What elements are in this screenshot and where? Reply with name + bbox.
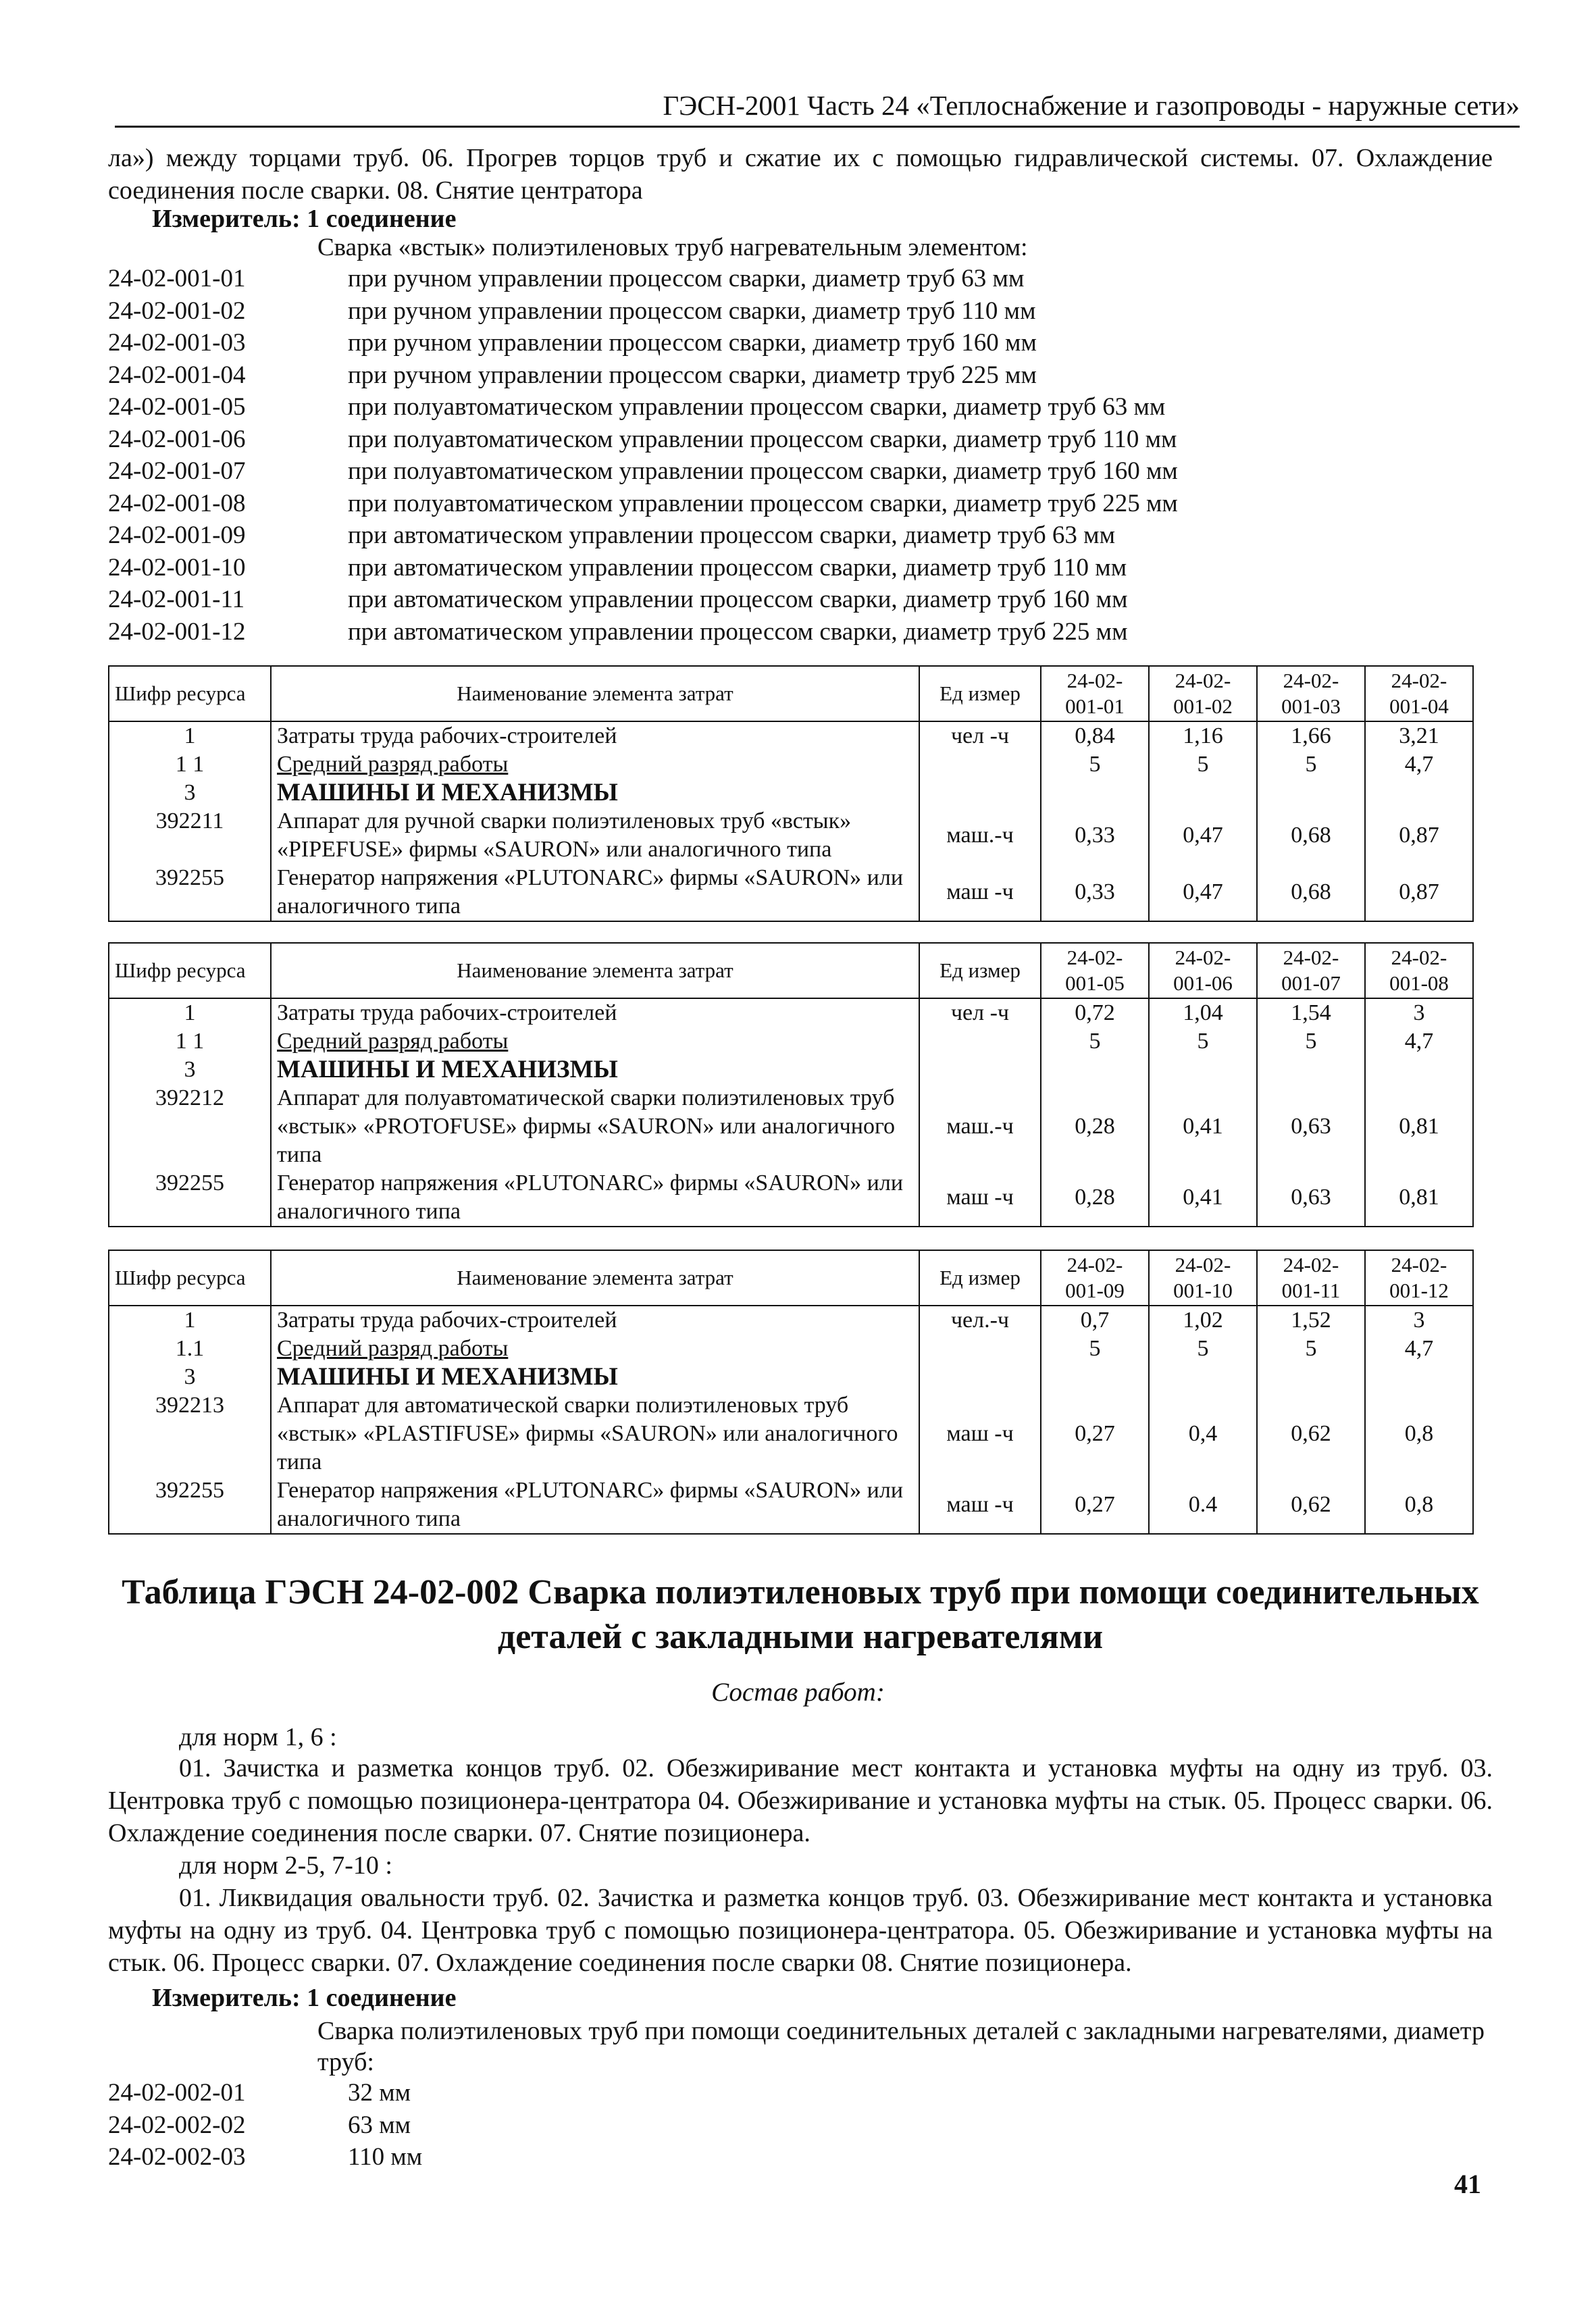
norm-value: 0,81 (1365, 1084, 1473, 1169)
resource-unit: маш -ч (919, 864, 1041, 921)
norm-code: 24-02-002-03 (108, 2143, 246, 2171)
resource-name: Генератор напряжения «PLUTONARC» фирмы «SAURON» или аналогичного типа (271, 864, 919, 921)
norm-code: 24-02-001-09 (108, 521, 246, 549)
resource-code: 1.1 (109, 1335, 271, 1363)
resource-code: 1 1 (109, 750, 271, 779)
header-code: Шифр ресурса (109, 666, 271, 721)
norm-value (1149, 1363, 1257, 1391)
measure-1 (152, 203, 456, 235)
header-name: Наименование элемента затрат (271, 943, 919, 998)
norm-value: 3 (1365, 1306, 1473, 1335)
table-row (109, 1084, 1473, 1169)
page-number: 41 (1454, 2169, 1481, 2199)
resource-unit: чел -ч (919, 721, 1041, 750)
norm-value: 1,52 (1257, 1306, 1365, 1335)
norm-code: 24-02-001-12 (108, 617, 246, 646)
norm-description: при автоматическом управлении процессом сварки, диаметр труб 63 мм (348, 521, 1115, 549)
norm-description: 63 мм (348, 2111, 411, 2139)
resource-name: Затраты труда рабочих-строителей (271, 1306, 919, 1335)
table-row (109, 1056, 1473, 1084)
resource-name: МАШИНЫ И МЕХАНИЗМЫ (271, 779, 919, 807)
resource-name: Генератор напряжения «PLUTONARC» фирмы «SAURON» или аналогичного типа (271, 1476, 919, 1534)
norm-item (108, 488, 1178, 520)
norm-item (108, 359, 1178, 392)
norm-item (108, 423, 1178, 456)
norms-list (108, 263, 1178, 648)
header-norm-column: 24-02- 001-12 (1365, 1250, 1473, 1306)
norm-value: 5 (1257, 750, 1365, 779)
norm-value: 0,33 (1041, 807, 1149, 864)
table-row (109, 998, 1473, 1027)
norm-code: 24-02-002-02 (108, 2111, 246, 2139)
measure-label: Измеритель: (152, 1984, 301, 2012)
work-group-2-label: для норм 2-5, 7-10 : (179, 1851, 392, 1880)
measure-label: Измеритель: (152, 205, 301, 233)
norm2-item (108, 2077, 422, 2109)
header-code: Шифр ресурса (109, 943, 271, 998)
resource-name: Генератор напряжения «PLUTONARC» фирмы «SAURON» или аналогичного типа (271, 1169, 919, 1227)
resource-code: 392213 (109, 1391, 271, 1476)
work-group-1-text (108, 1752, 1493, 1849)
norm-description: при полуавтоматическом управлении процессом сварки, диаметр труб 110 мм (348, 425, 1177, 453)
norm-value: 4,7 (1365, 1027, 1473, 1056)
norm-value: 1,66 (1257, 721, 1365, 750)
norm-code: 24-02-001-10 (108, 553, 246, 582)
resource-unit: маш -ч (919, 1169, 1041, 1227)
header-norm-column: 24-02- 001-08 (1365, 943, 1473, 998)
norm-value: 0,4 (1149, 1391, 1257, 1476)
measure-value: 1 соединение (307, 1984, 457, 2012)
measure-value: 1 соединение (307, 205, 457, 233)
norm-value: 1,04 (1149, 998, 1257, 1027)
norms2-list (108, 2077, 422, 2174)
norm-code: 24-02-001-11 (108, 586, 245, 613)
resource-name: Аппарат для автоматической сварки полиэтиленовых труб «встык» «PLASTIFUSE» фирмы «SAURON» или аналогичного типа (271, 1391, 919, 1476)
table-row (109, 1476, 1473, 1534)
norm-description: 32 мм (348, 2079, 411, 2107)
header-norm-column: 24-02- 001-01 (1041, 666, 1149, 721)
norm-description: при автоматическом управлении процессом сварки, диаметр труб 160 мм (348, 586, 1128, 613)
table-header-row (109, 1250, 1473, 1306)
norm-value: 0,28 (1041, 1084, 1149, 1169)
norm-value: 4,7 (1365, 750, 1473, 779)
resource-table-2 (108, 942, 1474, 1227)
norm-code: 24-02-001-05 (108, 393, 246, 421)
resource-unit: маш.-ч (919, 807, 1041, 864)
resource-code: 392255 (109, 1169, 271, 1227)
norm-value: 0,33 (1041, 864, 1149, 921)
norm-item (108, 295, 1178, 328)
table-row (109, 1306, 1473, 1335)
resource-name: МАШИНЫ И МЕХАНИЗМЫ (271, 1056, 919, 1084)
table-row (109, 1027, 1473, 1056)
norm-value: 0,41 (1149, 1169, 1257, 1227)
resource-unit: чел -ч (919, 998, 1041, 1027)
work-group-1-body: 01. Зачистка и разметка концов труб. 02. Обезжиривание мест контакта и установка муфты на одну из труб. 03. Центровка труб с помощью позиционера-центратора 04. Обезжиривание и установка муфты на стык. 05. Процесс сварки. 06. Охлаждение соединения после сварки. 07. Снятие позиционера. (108, 1754, 1493, 1847)
header-norm-column: 24-02- 001-06 (1149, 943, 1257, 998)
norm-code: 24-02-001-03 (108, 329, 246, 357)
resource-code: 3 (109, 1363, 271, 1391)
header-unit: Ед измер (919, 943, 1041, 998)
resource-code: 392255 (109, 864, 271, 921)
norm-value: 0,47 (1149, 807, 1257, 864)
norm-description: при автоматическом управлении процессом сварки, диаметр труб 225 мм (348, 617, 1128, 646)
resource-code: 1 (109, 998, 271, 1027)
norm-value: 5 (1041, 750, 1149, 779)
header-norm-column: 24-02- 001-03 (1257, 666, 1365, 721)
norm-value: 0,62 (1257, 1476, 1365, 1534)
norm-value: 0,7 (1041, 1306, 1149, 1335)
norm-description: при ручном управлении процессом сварки, диаметр труб 160 мм (348, 329, 1037, 357)
norm-code: 24-02-001-07 (108, 457, 246, 485)
norm-value: 3,21 (1365, 721, 1473, 750)
table-row (109, 807, 1473, 864)
table-row (109, 1335, 1473, 1363)
norm-description: при полуавтоматическом управлении процессом сварки, диаметр труб 63 мм (348, 393, 1166, 421)
table-row (109, 779, 1473, 807)
table-header-row (109, 666, 1473, 721)
norm-value: 0,84 (1041, 721, 1149, 750)
header-norm-column: 24-02- 001-11 (1257, 1250, 1365, 1306)
norm-value: 5 (1257, 1335, 1365, 1363)
resource-unit: маш -ч (919, 1476, 1041, 1534)
norm-value: 4,7 (1365, 1335, 1473, 1363)
resource-unit (919, 750, 1041, 779)
norm-description: при ручном управлении процессом сварки, диаметр труб 110 мм (348, 297, 1036, 325)
intro-text: ла») между торцами труб. 06. Прогрев торцов труб и сжатие их с помощью гидравлической системы. 07. Охлаждение соединения после сварки. 08. Снятие центратора (108, 144, 1493, 205)
norm-value (1041, 779, 1149, 807)
norm-code: 24-02-001-04 (108, 361, 246, 389)
norm-description: 110 мм (348, 2143, 423, 2171)
norm-description: при ручном управлении процессом сварки, диаметр труб 63 мм (348, 265, 1025, 292)
norms-intro: Сварка «встык» полиэтиленовых труб нагревательным элементом: (317, 234, 1028, 261)
norm-value (1149, 779, 1257, 807)
header-name: Наименование элемента затрат (271, 1250, 919, 1306)
norm-item (108, 552, 1178, 584)
header-code: Шифр ресурса (109, 1250, 271, 1306)
resource-name: Затраты труда рабочих-строителей (271, 998, 919, 1027)
norm-value: 0,28 (1041, 1169, 1149, 1227)
sostav-heading: Состав работ: (711, 1678, 885, 1707)
resource-name: Средний разряд работы (271, 1335, 919, 1363)
norm-value: 5 (1041, 1335, 1149, 1363)
table-row (109, 1169, 1473, 1227)
resource-name: МАШИНЫ И МЕХАНИЗМЫ (271, 1363, 919, 1391)
norm-value (1149, 1056, 1257, 1084)
resource-code: 392212 (109, 1084, 271, 1169)
norm-value: 5 (1257, 1027, 1365, 1056)
norm-value: 0,81 (1365, 1169, 1473, 1227)
header-name: Наименование элемента затрат (271, 666, 919, 721)
norm-item (108, 327, 1178, 359)
norm-value (1041, 1363, 1149, 1391)
resource-unit (919, 1056, 1041, 1084)
resource-unit (919, 779, 1041, 807)
norm-value: 0,68 (1257, 807, 1365, 864)
resource-name: Аппарат для полуавтоматической сварки полиэтиленовых труб «встык» «PROTOFUSE» фирмы «SAURON» или аналогичного типа (271, 1084, 919, 1169)
norm-value: 0,63 (1257, 1169, 1365, 1227)
resource-code: 1 1 (109, 1027, 271, 1056)
norm-value (1257, 1363, 1365, 1391)
resource-name: Средний разряд работы (271, 750, 919, 779)
norm2-item (108, 2141, 422, 2174)
norm-value: 0,8 (1365, 1476, 1473, 1534)
work-group-2-body: 01. Ликвидация овальности труб. 02. Зачистка и разметка концов труб. 03. Обезжиривание мест контакта и установка муфты на одну из труб. 04. Центровка труб с помощью позиционера-центратора. 05. Обезжиривание и установка муфты на стык. 06. Процесс сварки. 07. Охлаждение соединения после сварки 08. Снятие позиционера. (108, 1884, 1493, 1977)
header-norm-column: 24-02- 001-07 (1257, 943, 1365, 998)
table-row (109, 721, 1473, 750)
table-row (109, 1391, 1473, 1476)
norm-value: 0,87 (1365, 864, 1473, 921)
norm-value: 0.4 (1149, 1476, 1257, 1534)
norm-value: 0,62 (1257, 1391, 1365, 1476)
norm-value: 0,47 (1149, 864, 1257, 921)
resource-unit: маш -ч (919, 1391, 1041, 1476)
norm-value: 0,72 (1041, 998, 1149, 1027)
norm-value (1041, 1056, 1149, 1084)
norm2-item (108, 2109, 422, 2142)
norm-code: 24-02-002-01 (108, 2079, 246, 2107)
norm-value: 0,68 (1257, 864, 1365, 921)
header-unit: Ед измер (919, 666, 1041, 721)
norm-item (108, 519, 1178, 552)
header-norm-column: 24-02- 001-09 (1041, 1250, 1149, 1306)
resource-unit: чел.-ч (919, 1306, 1041, 1335)
header-norm-column: 24-02- 001-10 (1149, 1250, 1257, 1306)
norm-value: 0,41 (1149, 1084, 1257, 1169)
norm-description: при ручном управлении процессом сварки, диаметр труб 225 мм (348, 361, 1037, 389)
resource-table-3 (108, 1250, 1474, 1535)
measure-2 (152, 1982, 456, 2014)
norm-value: 0,27 (1041, 1476, 1149, 1534)
norm-code: 24-02-001-08 (108, 489, 246, 517)
work-group-2-text (108, 1882, 1493, 1979)
norm-value: 0,63 (1257, 1084, 1365, 1169)
norm-item (108, 455, 1178, 488)
resource-code: 3 (109, 1056, 271, 1084)
norm-value (1365, 1363, 1473, 1391)
resource-unit (919, 1363, 1041, 1391)
header-unit: Ед измер (919, 1250, 1041, 1306)
norm-value: 0,27 (1041, 1391, 1149, 1476)
norm-description: при полуавтоматическом управлении процессом сварки, диаметр труб 225 мм (348, 489, 1178, 517)
norm-code: 24-02-001-01 (108, 265, 246, 292)
resource-name: Средний разряд работы (271, 1027, 919, 1056)
header-norm-column: 24-02- 001-04 (1365, 666, 1473, 721)
norm-value: 1,16 (1149, 721, 1257, 750)
norm-value: 0,8 (1365, 1391, 1473, 1476)
resource-unit (919, 1027, 1041, 1056)
resource-unit (919, 1335, 1041, 1363)
norm-value: 5 (1149, 1335, 1257, 1363)
page-header: ГЭСН-2001 Часть 24 «Теплоснабжение и газопроводы - наружные сети» (115, 88, 1520, 128)
resource-name: Аппарат для ручной сварки полиэтиленовых труб «встык» «PIPEFUSE» фирмы «SAURON» или аналогичного типа (271, 807, 919, 864)
norm-value: 3 (1365, 998, 1473, 1027)
norm-item (108, 584, 1178, 616)
norm-code: 24-02-001-06 (108, 425, 246, 453)
resource-name: Затраты труда рабочих-строителей (271, 721, 919, 750)
resource-code: 3 (109, 779, 271, 807)
section-title: Таблица ГЭСН 24-02-002 Сварка полиэтиленовых труб при помощи соединительных деталей с закладными нагревателями (122, 1573, 1479, 1656)
norm-item (108, 616, 1178, 648)
norm-value (1365, 1056, 1473, 1084)
resource-code: 1 (109, 1306, 271, 1335)
resource-code: 392255 (109, 1476, 271, 1534)
work-group-1-label: для норм 1, 6 : (179, 1723, 337, 1751)
norm-value (1257, 1056, 1365, 1084)
table-row (109, 750, 1473, 779)
table-header-row (109, 943, 1473, 998)
norm-value: 1,54 (1257, 998, 1365, 1027)
norm-value: 5 (1041, 1027, 1149, 1056)
resource-unit: маш.-ч (919, 1084, 1041, 1169)
norm-value (1257, 779, 1365, 807)
norm-value: 1,02 (1149, 1306, 1257, 1335)
header-norm-column: 24-02- 001-05 (1041, 943, 1149, 998)
resource-table-1 (108, 665, 1474, 922)
norm-code: 24-02-001-02 (108, 297, 246, 325)
norm-description: при автоматическом управлении процессом сварки, диаметр труб 110 мм (348, 553, 1127, 582)
resource-code: 1 (109, 721, 271, 750)
norm-value: 5 (1149, 1027, 1257, 1056)
norm-item (108, 391, 1178, 423)
resource-code: 392211 (109, 807, 271, 864)
table-row (109, 1363, 1473, 1391)
norm-value (1365, 779, 1473, 807)
norm-item (108, 263, 1178, 295)
norm-value: 0,87 (1365, 807, 1473, 864)
header-norm-column: 24-02- 001-02 (1149, 666, 1257, 721)
table-row (109, 864, 1473, 921)
norms2-intro: Сварка полиэтиленовых труб при помощи соединительных деталей с закладными нагревателями, диаметр труб: (317, 2017, 1485, 2076)
norm-description: при полуавтоматическом управлении процессом сварки, диаметр труб 160 мм (348, 457, 1178, 485)
norm-value: 5 (1149, 750, 1257, 779)
